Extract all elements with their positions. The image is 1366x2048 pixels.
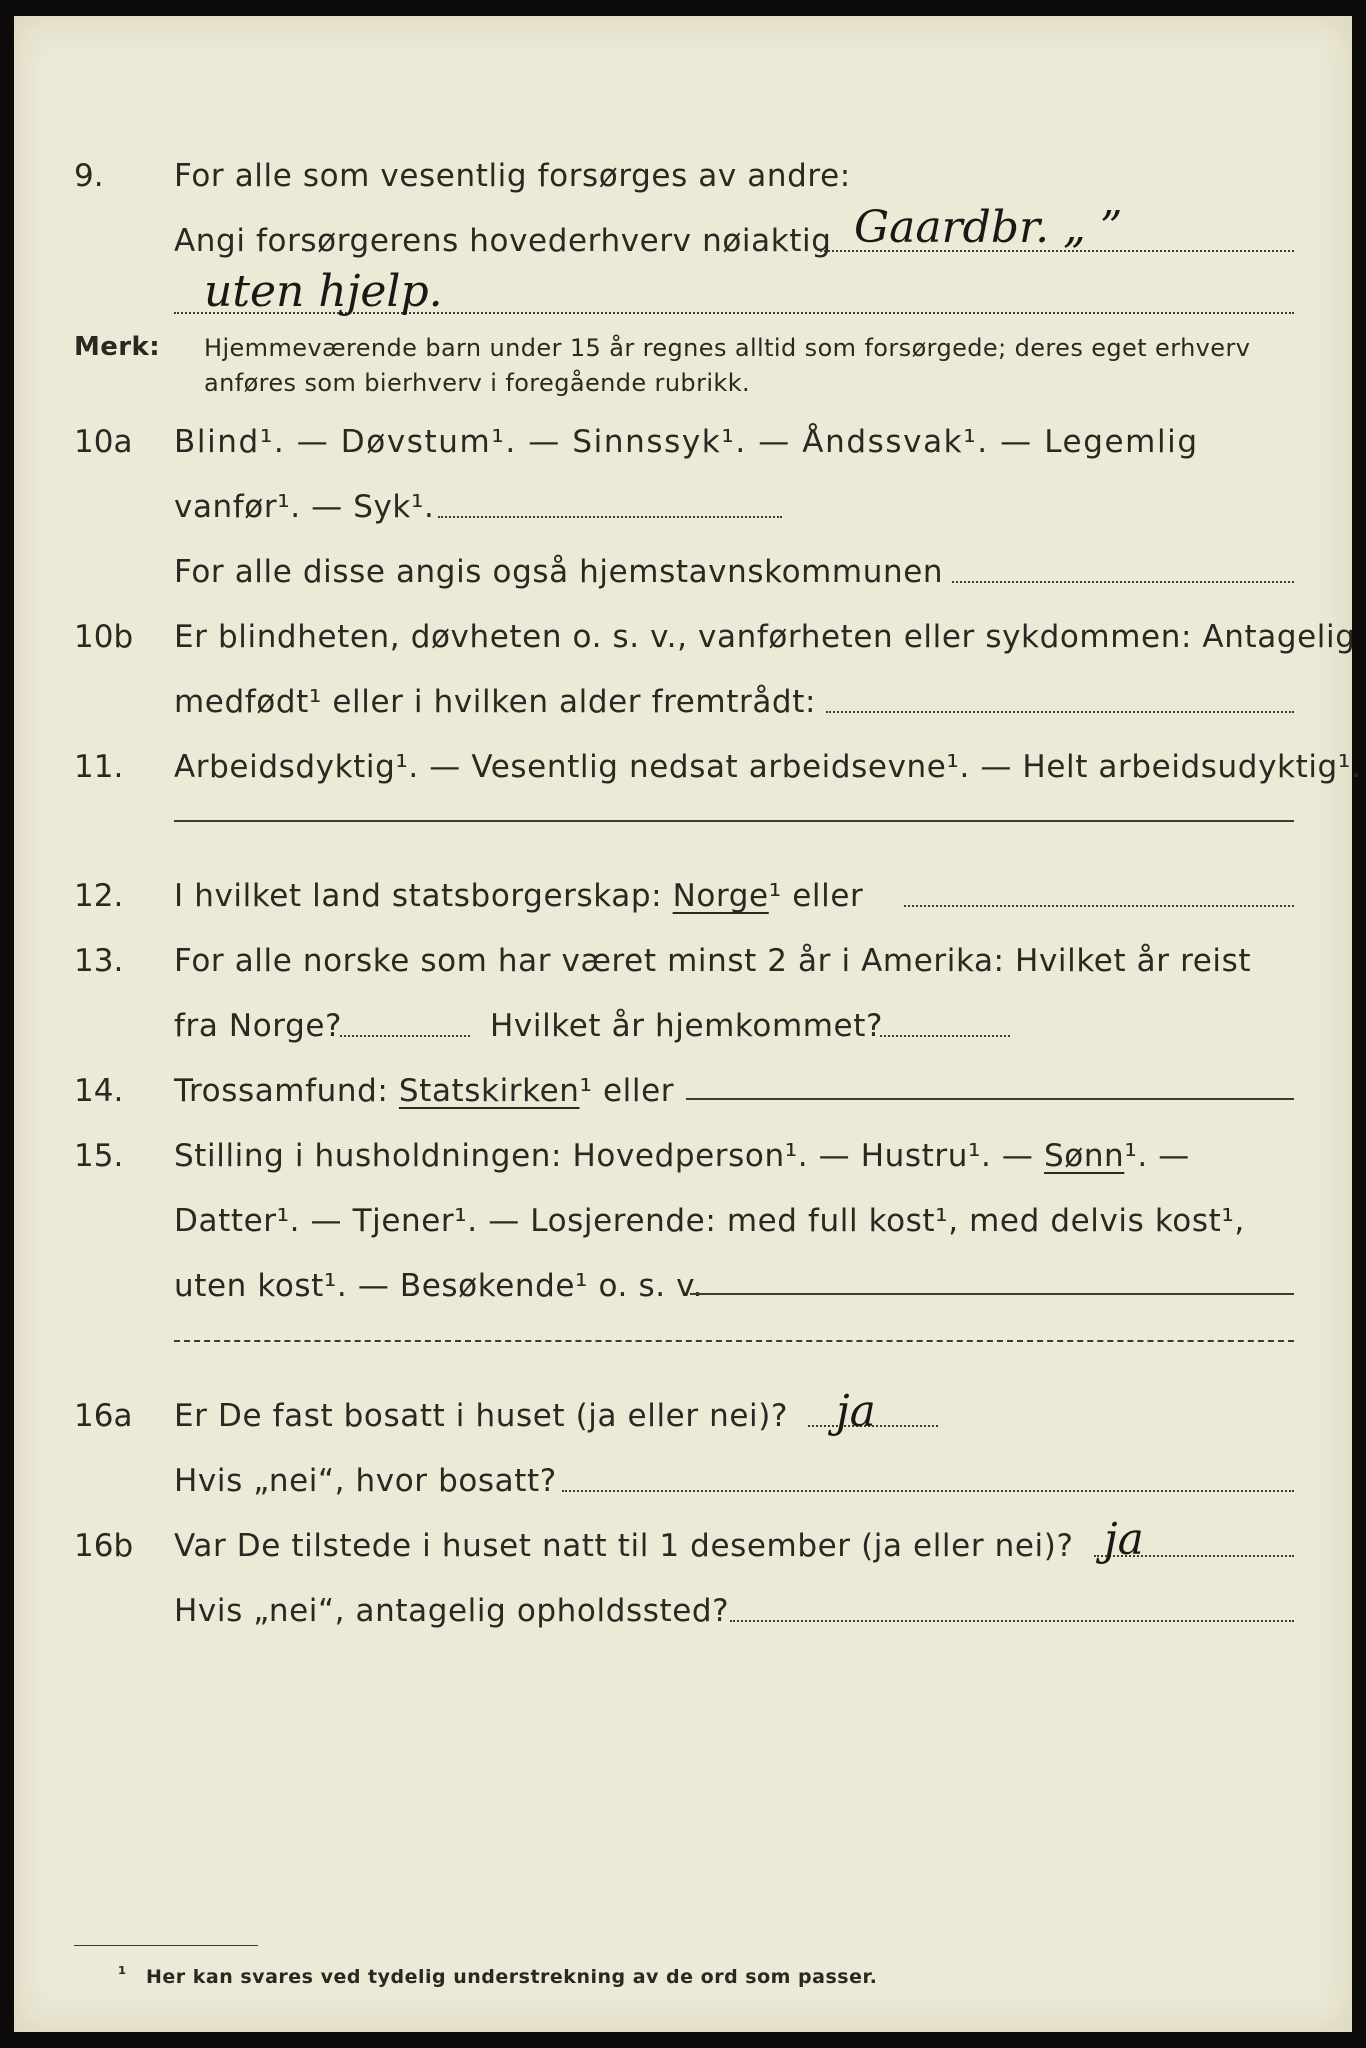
q10b-line1: Er blindheten, døvheten o. s. v., vanførheten eller sykdommen: Antagelig: [174, 619, 1356, 655]
q12-prefix: I hvilket land statsborgerskap:: [174, 878, 663, 914]
q13-line2a: fra Norge?: [174, 1008, 343, 1044]
q11-answer-line: [174, 820, 1294, 822]
q12-suffix: ¹ eller: [768, 878, 864, 914]
q16a-handwritten-answer: ja: [836, 1386, 876, 1437]
q10a-line2: vanfør¹. — Syk¹.: [174, 489, 435, 525]
q16b-number: 16b: [74, 1528, 134, 1564]
q9-handwritten-answer2: uten hjelp.: [204, 266, 443, 317]
footnote-text: Her kan svares ved tydelig understrekning av de ord som passer.: [146, 1966, 878, 1988]
q16b-line1: Var De tilstede i huset natt til 1 desember (ja eller nei)?: [174, 1528, 1074, 1564]
q14-answer-line: [686, 1098, 1294, 1100]
q14-number: 14.: [74, 1073, 124, 1109]
q9-handwritten-answer1: Gaardbr. „ ”: [854, 202, 1123, 253]
q11-number: 11.: [74, 749, 124, 785]
merk-label: Merk:: [74, 332, 161, 362]
q16a-number: 16a: [74, 1398, 133, 1434]
q16b-line2: Hvis „nei“, antagelig opholdssted?: [174, 1593, 730, 1629]
q10b-number: 10b: [74, 619, 134, 655]
q9-line2: Angi forsørgerens hovederhverv nøiaktig: [174, 223, 832, 259]
q15-line1a: Stilling i husholdningen: Hovedperson¹. — Hustru¹. —: [174, 1138, 1034, 1174]
q14-prefix: Trossamfund:: [174, 1073, 389, 1109]
q10b-line2: medfødt¹ eller i hvilken alder fremtrådt:: [174, 684, 816, 720]
q12-answer-line: [904, 905, 1294, 907]
footnote-mark: ¹: [118, 1963, 127, 1985]
q13-reist-line: [340, 1035, 470, 1037]
q10b-answer-line: [826, 711, 1294, 713]
merk-line1: Hjemmeværende barn under 15 år regnes alltid som forsørgede; deres eget erhverv: [204, 334, 1251, 362]
q15-line2: Datter¹. — Tjener¹. — Losjerende: med full kost¹, med delvis kost¹,: [174, 1203, 1245, 1239]
q10a-answer-line1: [438, 516, 782, 518]
q15-line3: uten kost¹. — Besøkende¹ o. s. v.: [174, 1268, 704, 1304]
q13-line1: For alle norske som har været minst 2 år i Amerika: Hvilket år reist: [174, 943, 1252, 979]
q16b-handwritten-answer: ja: [1104, 1514, 1144, 1565]
q16b-opholdssted-line: [730, 1620, 1294, 1622]
q15-number: 15.: [74, 1138, 124, 1174]
q12-number: 12.: [74, 878, 124, 914]
q11-line1: Arbeidsdyktig¹. — Vesentlig nedsat arbeidsevne¹. — Helt arbeidsudyktig¹.: [174, 749, 1362, 785]
q15-answer-line1: [690, 1293, 1294, 1295]
q14-line: [174, 1073, 674, 1109]
q10a-answer-line2: [952, 581, 1294, 583]
q13-line2b: Hvilket år hjemkommet?: [490, 1008, 884, 1044]
q13-number: 13.: [74, 943, 124, 979]
q16a-bosatt-line: [562, 1490, 1294, 1492]
q9-line1: For alle som vesentlig forsørges av andre:: [174, 158, 851, 194]
q16a-line2: Hvis „nei“, hvor bosatt?: [174, 1463, 557, 1499]
q10a-line1: Blind¹. — Døvstum¹. — Sinnssyk¹. — Åndssvak¹. — Legemlig: [174, 424, 1199, 460]
q15-answer-line2: [174, 1340, 1294, 1342]
q14-option-statskirken: Statskirken: [398, 1073, 580, 1109]
q14-suffix: ¹ eller: [579, 1073, 675, 1109]
footnote-separator: [74, 1945, 258, 1946]
census-form-page: [14, 16, 1362, 2032]
q10a-line3: For alle disse angis også hjemstavnskommunen: [174, 554, 944, 590]
merk-line2: anføres som bierhverv i foregående rubrikk.: [204, 369, 751, 397]
q15-option-sonn: Sønn: [1043, 1138, 1125, 1174]
q12-line: [174, 878, 863, 914]
q16a-line1: Er De fast bosatt i huset (ja eller nei)?: [174, 1398, 789, 1434]
q15-line1: [174, 1138, 1190, 1174]
q15-line1c: ¹. —: [1124, 1138, 1190, 1174]
q12-option-norge: Norge: [672, 878, 769, 914]
q10a-number: 10a: [74, 424, 133, 460]
q9-number: 9.: [74, 158, 104, 194]
q13-hjemkommet-line: [880, 1035, 1010, 1037]
